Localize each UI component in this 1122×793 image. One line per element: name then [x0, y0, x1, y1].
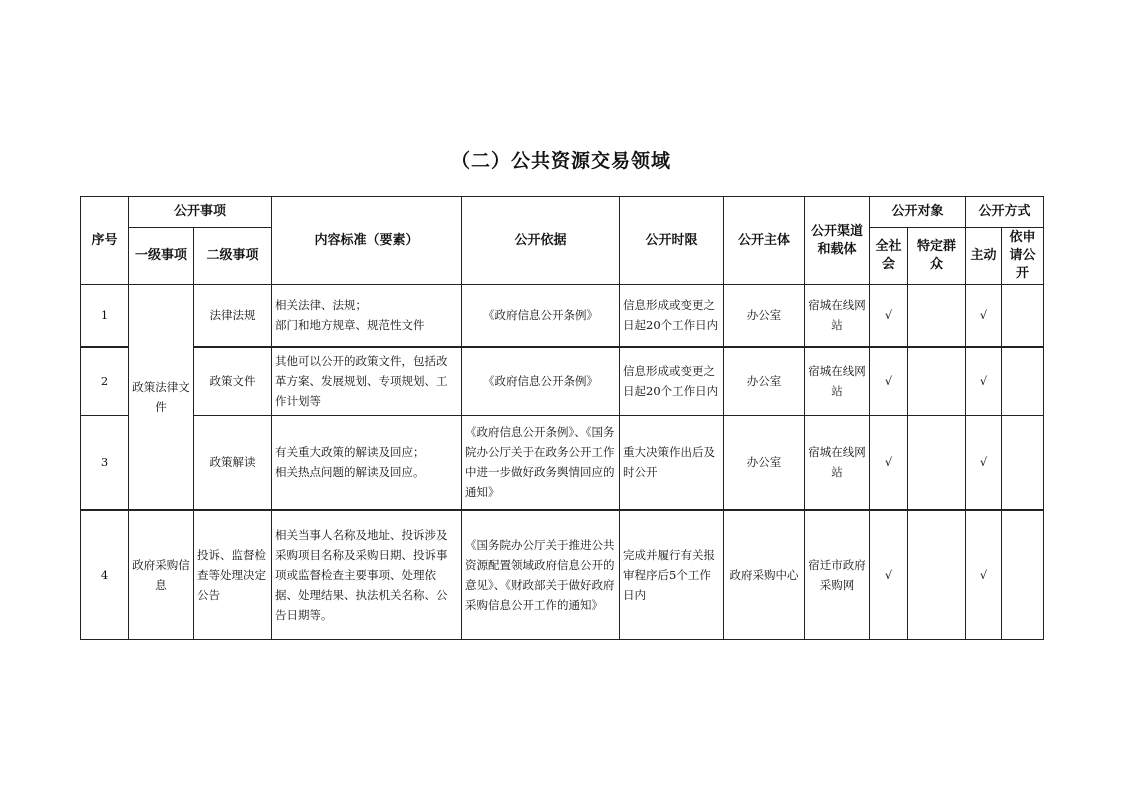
header-time-limit: 公开时限 — [620, 197, 724, 285]
disclosure-table — [80, 196, 1044, 640]
row-channel: 宿城在线网站 — [805, 285, 870, 347]
row-seq: 3 — [81, 416, 129, 510]
row-level2: 政策解读 — [194, 416, 272, 510]
row-channel: 宿城在线网站 — [805, 347, 870, 416]
row-basis: 《政府信息公开条例》、《国务院办公厅关于在政务公开工作中进一步做好政务舆情回应的通知》 — [462, 416, 620, 510]
row-target-specific — [908, 347, 966, 416]
row-time-limit: 信息形成或变更之日起20个工作日内 — [620, 347, 724, 416]
table-row — [81, 510, 1044, 640]
header-target-all: 全社会 — [870, 228, 908, 285]
row-method-active-check: √ — [966, 416, 1002, 510]
header-method: 公开方式 — [966, 197, 1044, 228]
header-channel: 公开渠道和载体 — [805, 197, 870, 285]
row-basis: 《国务院办公厅关于推进公共资源配置领域政府信息公开的意见》、《财政部关于做好政府采购信息公开工作的通知》 — [462, 510, 620, 640]
row-level2: 法律法规 — [194, 285, 272, 347]
row-content — [272, 285, 462, 347]
row-level2: 投诉、监督检查等处理决定公告 — [194, 510, 272, 640]
table-row — [81, 416, 1044, 510]
row-method-request — [1002, 416, 1044, 510]
row-level2: 政策文件 — [194, 347, 272, 416]
row-method-request — [1002, 510, 1044, 640]
row-target-specific — [908, 285, 966, 347]
row-subject: 办公室 — [724, 347, 805, 416]
page-title: （二）公共资源交易领域 — [450, 150, 671, 172]
row-time-limit: 完成并履行有关报审程序后5个工作日内 — [620, 510, 724, 640]
row-time-limit: 信息形成或变更之日起20个工作日内 — [620, 285, 724, 347]
row-content-line: 相关法律、法规； — [275, 298, 368, 313]
header-content-standard: 内容标准（要素） — [272, 197, 462, 285]
group-policy-docs: 政策法律文件 — [129, 285, 194, 510]
group-procurement-info: 政府采购信息 — [129, 510, 194, 640]
header-seq: 序号 — [81, 197, 129, 285]
row-subject: 办公室 — [724, 285, 805, 347]
row-method-active-check: √ — [966, 510, 1002, 640]
row-channel: 宿城在线网站 — [805, 416, 870, 510]
row-seq: 2 — [81, 347, 129, 416]
header-gongkai-shixiang: 公开事项 — [129, 197, 272, 228]
row-content: 相关当事人名称及地址、投诉涉及采购项目名称及采购日期、投诉事项或监督检查主要事项、处理依据、处理结果、执法机关名称、公告日期等。 — [272, 510, 462, 640]
header-subject: 公开主体 — [724, 197, 805, 285]
row-basis: 《政府信息公开条例》 — [462, 285, 620, 347]
row-target-all-check: √ — [870, 510, 908, 640]
header-level2: 二级事项 — [194, 228, 272, 285]
row-seq: 1 — [81, 285, 129, 347]
header-method-request: 依申请公开 — [1002, 228, 1044, 285]
header-target-specific: 特定群众 — [908, 228, 966, 285]
row-method-request — [1002, 285, 1044, 347]
header-basis: 公开依据 — [462, 197, 620, 285]
table-row — [81, 347, 1044, 416]
row-content-line: 部门和地方规章、规范性文件 — [275, 318, 425, 333]
row-content — [272, 416, 462, 510]
row-basis: 《政府信息公开条例》 — [462, 347, 620, 416]
header-method-active: 主动 — [966, 228, 1002, 285]
row-method-request — [1002, 347, 1044, 416]
row-method-active-check: √ — [966, 285, 1002, 347]
row-content-line: 有关重大政策的解读及回应； — [275, 445, 425, 460]
row-target-all-check: √ — [870, 416, 908, 510]
row-target-all-check: √ — [870, 347, 908, 416]
table-row — [81, 285, 1044, 347]
row-subject: 办公室 — [724, 416, 805, 510]
row-subject: 政府采购中心 — [724, 510, 805, 640]
row-content-line: 相关热点问题的解读及回应。 — [275, 465, 425, 480]
row-target-specific — [908, 416, 966, 510]
row-content: 其他可以公开的政策文件，包括改革方案、发展规划、专项规划、工作计划等 — [272, 347, 462, 416]
row-seq: 4 — [81, 510, 129, 640]
header-row-1 — [81, 197, 1044, 228]
header-target: 公开对象 — [870, 197, 966, 228]
header-level1: 一级事项 — [129, 228, 194, 285]
row-target-specific — [908, 510, 966, 640]
row-time-limit: 重大决策作出后及时公开 — [620, 416, 724, 510]
row-channel: 宿迁市政府采购网 — [805, 510, 870, 640]
row-method-active-check: √ — [966, 347, 1002, 416]
row-target-all-check: √ — [870, 285, 908, 347]
